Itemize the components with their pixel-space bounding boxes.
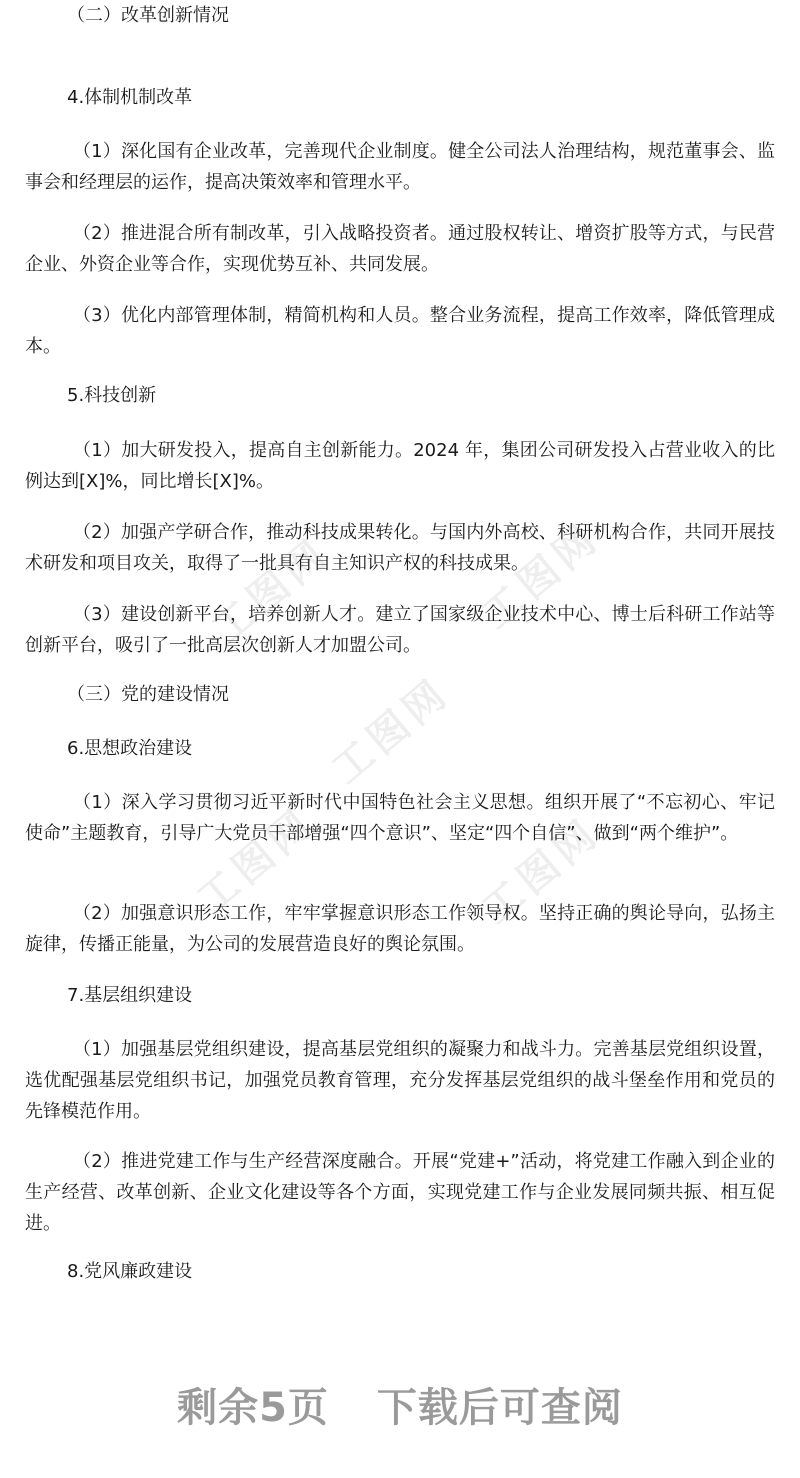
download-prompt-banner[interactable]: [0, 1376, 800, 1433]
paragraph: （2）推进混合所有制改革，引入战略投资者。通过股权转让、增资扩股等方式，与民营企业、外资企业等合作，实现优势互补、共同发展。: [25, 223, 775, 275]
download-to-view-label: 下载后可查阅: [376, 1385, 623, 1431]
section-title: （三）党的建设情况: [67, 684, 229, 705]
paragraph: （1）深化国有企业改革，完善现代企业制度。健全公司法人治理结构，规范董事会、监事会和经理层的运作，提高决策效率和管理水平。: [25, 141, 775, 193]
paragraph: （3）建设创新平台，培养创新人才。建立了国家级企业技术中心、博士后科研工作站等创新平台，吸引了一批高层次创新人才加盟公司。: [25, 604, 775, 656]
watermark: 工图网: [188, 799, 324, 924]
watermark: 工图网: [323, 669, 459, 794]
heading-5: 5.科技创新: [67, 385, 157, 406]
heading-6: 6.思想政治建设: [67, 738, 193, 759]
watermark: 工图网: [203, 529, 339, 654]
watermark: 工图网: [473, 514, 609, 639]
paragraph: （1）加大研发投入，提高自主创新能力。2024 年，集团公司研发投入占营业收入的比例达到[X]%，同比增长[X]%。: [25, 440, 775, 492]
heading-4: 4.体制机制改革: [67, 87, 193, 108]
paragraph: （2）加强意识形态工作，牢牢掌握意识形态工作领导权。坚持正确的舆论导向，弘扬主旋律，传播正能量，为公司的发展营造良好的舆论氛围。: [25, 903, 775, 955]
paragraph: （1）深入学习贯彻习近平新时代中国特色社会主义思想。组织开展了“不忘初心、牢记使命”主题教育，引导广大党员干部增强“四个意识”、坚定“四个自信”、做到“两个维护”。: [25, 792, 775, 844]
heading-8: 8.党风廉政建设: [67, 1261, 193, 1282]
watermark: 工图网: [473, 809, 609, 934]
remaining-pages-label: 剩余5页: [177, 1385, 329, 1431]
section-title: （二）改革创新情况: [67, 5, 229, 26]
paragraph: （2）推进党建工作与生产经营深度融合。开展“党建+”活动，将党建工作融入到企业的生产经营、改革创新、企业文化建设等各个方面，实现党建工作与企业发展同频共振、相互促进。: [25, 1151, 775, 1234]
paragraph: （2）加强产学研合作，推动科技成果转化。与国内外高校、科研机构合作，共同开展技术研发和项目攻关，取得了一批具有自主知识产权的科技成果。: [25, 522, 775, 574]
heading-7: 7.基层组织建设: [67, 985, 193, 1006]
paragraph: （1）加强基层党组织建设，提高基层党组织的凝聚力和战斗力。完善基层党组织设置，选优配强基层党组织书记，加强党员教育管理，充分发挥基层党组织的战斗堡垒作用和党员的先锋模范作用。: [25, 1039, 775, 1122]
paragraph: （3）优化内部管理体制，精简机构和人员。整合业务流程，提高工作效率，降低管理成本。: [25, 305, 775, 357]
